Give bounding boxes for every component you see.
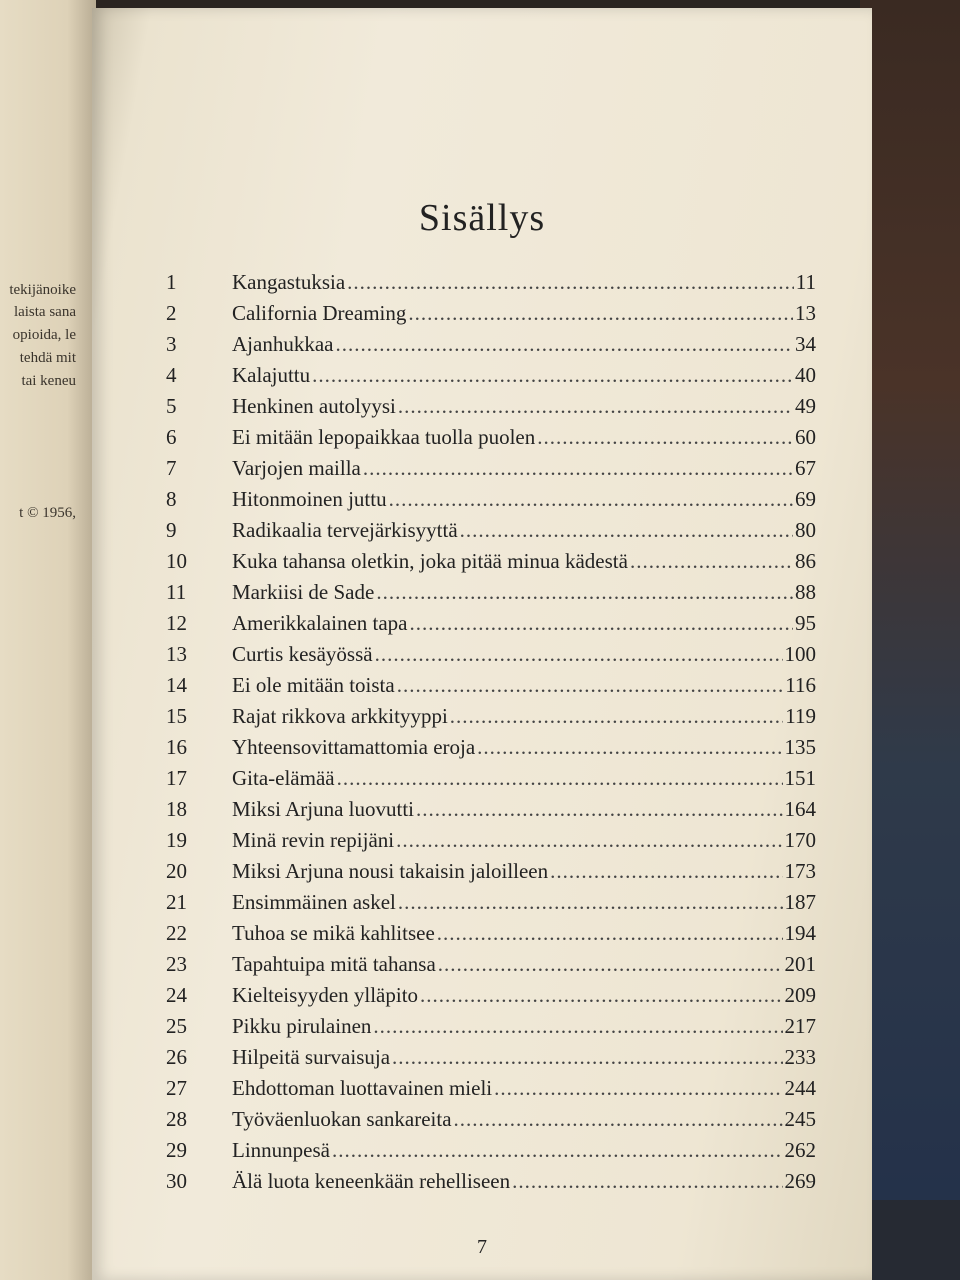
toc-entry-title: Ensimmäinen askel — [232, 890, 396, 914]
toc-entry-page: 116 — [785, 673, 816, 697]
toc-leader-dots — [389, 487, 793, 512]
toc-entry-line — [232, 580, 816, 605]
toc-entry-line — [232, 1138, 816, 1163]
toc-leader-dots — [410, 611, 793, 636]
toc-entry — [166, 1138, 816, 1169]
toc-entry — [166, 766, 816, 797]
toc-entry-line — [232, 1169, 816, 1194]
left-page-line: t © 1956, — [19, 505, 76, 521]
toc-leader-dots — [416, 797, 782, 822]
toc-leader-dots — [396, 828, 782, 853]
toc-entry-title: Minä revin repijäni — [232, 828, 395, 852]
toc-entry-title: Miksi Arjuna luovutti — [232, 797, 415, 821]
toc-entry-title: Rajat rikkova arkkityyppi — [232, 704, 448, 728]
toc-leader-dots — [373, 1014, 782, 1039]
toc-leader-dots — [437, 921, 783, 946]
toc-entry-title: Radikaalia tervejärkisyyttä — [232, 518, 458, 542]
toc-entry-title: Älä luota keneenkään rehelliseen — [232, 1169, 511, 1193]
toc-entry — [166, 1076, 816, 1107]
toc-entry-line — [232, 487, 816, 512]
toc-leader-dots — [335, 332, 793, 357]
toc-entry-number: 21 — [166, 890, 187, 914]
toc-entry-line — [232, 363, 816, 388]
toc-entry-line — [232, 301, 816, 326]
toc-entry-title: Curtis kesäyössä — [232, 642, 373, 666]
toc-entry-line — [232, 1045, 816, 1070]
toc-entry-title: Tapahtuipa mitä tahansa — [232, 952, 436, 976]
toc-entry-title: Ajanhukkaa — [232, 332, 334, 356]
toc-entry-page: 11 — [795, 270, 816, 294]
toc-entry-number: 2 — [166, 301, 177, 325]
toc-entry — [166, 797, 816, 828]
toc-leader-dots — [397, 673, 784, 698]
toc-entry-line — [232, 1076, 816, 1101]
toc-entry — [166, 952, 816, 983]
toc-entry — [166, 518, 816, 549]
toc-entry — [166, 890, 816, 921]
toc-leader-dots — [420, 983, 782, 1008]
toc-entry-page: 40 — [795, 363, 816, 387]
toc-entry-line — [232, 797, 816, 822]
toc-entry-title: Hilpeitä survaisuja — [232, 1045, 391, 1069]
background-jeans — [860, 0, 960, 1280]
toc-entry-page: 262 — [784, 1138, 816, 1162]
toc-entry — [166, 549, 816, 580]
toc-entry-number: 26 — [166, 1045, 187, 1069]
toc-entry-number: 19 — [166, 828, 187, 852]
toc-entry-page: 170 — [784, 828, 816, 852]
toc-leader-dots — [392, 1045, 782, 1070]
toc-entry-line — [232, 921, 816, 946]
toc-entry-number: 22 — [166, 921, 187, 945]
toc-entry-number: 16 — [166, 735, 187, 759]
toc-entry-number: 27 — [166, 1076, 187, 1100]
toc-entry-number: 7 — [166, 456, 177, 480]
toc-entry-page: 151 — [784, 766, 816, 790]
toc-entry-line — [232, 890, 816, 915]
toc-entry-number: 14 — [166, 673, 187, 697]
toc-entry-page: 80 — [795, 518, 816, 542]
toc-entry-page: 245 — [784, 1107, 816, 1131]
toc-entry — [166, 456, 816, 487]
toc-leader-dots — [312, 363, 793, 388]
toc-entry-page: 67 — [795, 456, 816, 480]
toc-entry — [166, 1107, 816, 1138]
toc-entry — [166, 332, 816, 363]
toc-entry — [166, 1014, 816, 1045]
toc-entry-title: Amerikkalainen tapa — [232, 611, 408, 635]
toc-entry-line — [232, 859, 816, 884]
toc-entry-page: 217 — [784, 1014, 816, 1038]
toc-entry-number: 10 — [166, 549, 187, 573]
toc-entry-page: 88 — [795, 580, 816, 604]
toc-leader-dots — [398, 394, 793, 419]
toc-entry-title: Varjojen mailla — [232, 456, 361, 480]
toc-entry-number: 3 — [166, 332, 177, 356]
toc-entry-line — [232, 735, 816, 760]
toc-entry-line — [232, 518, 816, 543]
toc-entry-title: Pikku pirulainen — [232, 1014, 372, 1038]
toc-entry-page: 244 — [784, 1076, 816, 1100]
toc-entry-number: 15 — [166, 704, 187, 728]
page-number: 7 — [477, 1236, 487, 1258]
left-page — [0, 0, 96, 1280]
toc-entry-line — [232, 270, 816, 295]
toc-leader-dots — [337, 766, 783, 791]
toc-entry — [166, 1045, 816, 1076]
toc-entry — [166, 425, 816, 456]
toc-entry — [166, 1169, 816, 1200]
toc-entry-title: Ei mitään lepopaikkaa tuolla puolen — [232, 425, 536, 449]
toc-entry-title: Työväenluokan sankareita — [232, 1107, 452, 1131]
toc-entry-number: 5 — [166, 394, 177, 418]
toc-entry-title: California Dreaming — [232, 301, 407, 325]
toc-leader-dots — [438, 952, 783, 977]
page-title: Sisällys — [418, 197, 546, 239]
toc-entry-line — [232, 642, 816, 667]
toc-entry-line — [232, 673, 816, 698]
toc-entry-number: 12 — [166, 611, 187, 635]
toc-entry — [166, 859, 816, 890]
toc-entry — [166, 270, 816, 301]
toc-leader-dots — [460, 518, 793, 543]
toc-entry-page: 34 — [795, 332, 816, 356]
toc-entry-title: Ehdottoman luottavainen mieli — [232, 1076, 493, 1100]
toc-entry-number: 13 — [166, 642, 187, 666]
toc-entry-page: 119 — [785, 704, 816, 728]
toc-entry — [166, 487, 816, 518]
toc-entry-line — [232, 611, 816, 636]
toc-entry-title: Kielteisyyden ylläpito — [232, 983, 419, 1007]
toc-entry-number: 25 — [166, 1014, 187, 1038]
toc-entry — [166, 363, 816, 394]
toc-entry — [166, 394, 816, 425]
toc-entry-page: 86 — [795, 549, 816, 573]
toc-entry-number: 4 — [166, 363, 177, 387]
toc-entry-number: 1 — [166, 270, 177, 294]
toc-entry — [166, 828, 816, 859]
toc-entry-line — [232, 1014, 816, 1039]
toc-entry-page: 13 — [795, 301, 816, 325]
toc-entry-title: Markiisi de Sade — [232, 580, 375, 604]
toc-leader-dots — [537, 425, 793, 450]
toc-entry-number: 11 — [166, 580, 187, 604]
toc-entry-line — [232, 425, 816, 450]
toc-entry-line — [232, 828, 816, 853]
left-page-line: laista sana — [13, 304, 76, 320]
toc-entry — [166, 983, 816, 1014]
toc-entry-line — [232, 549, 816, 574]
toc-entry-line — [232, 456, 816, 481]
toc-leader-dots — [332, 1138, 783, 1163]
toc-entry-page: 60 — [795, 425, 816, 449]
toc-entry — [166, 301, 816, 332]
toc-entry-line — [232, 704, 816, 729]
toc-leader-dots — [376, 580, 793, 605]
toc-leader-dots — [408, 301, 793, 326]
left-page-line: tehdä mit — [19, 350, 76, 366]
toc-entry-page: 69 — [795, 487, 816, 511]
toc-leader-dots — [550, 859, 782, 884]
left-page-line: tai keneu — [21, 373, 76, 389]
book-page — [92, 8, 872, 1280]
toc-entry-page: 100 — [784, 642, 816, 666]
left-page-line: opioida, le — [12, 327, 76, 343]
toc-entry-number: 28 — [166, 1107, 187, 1131]
toc-entry-page: 187 — [784, 890, 816, 914]
toc-entry-title: Henkinen autolyysi — [232, 394, 396, 418]
toc-entry-number: 20 — [166, 859, 187, 883]
toc-entry — [166, 611, 816, 642]
table-of-contents — [166, 270, 816, 1200]
toc-entry-title: Linnunpesä — [232, 1138, 330, 1162]
toc-leader-dots — [454, 1107, 783, 1132]
toc-leader-dots — [512, 1169, 782, 1194]
toc-entry-number: 24 — [166, 983, 187, 1007]
toc-entry-number: 8 — [166, 487, 177, 511]
toc-leader-dots — [494, 1076, 782, 1101]
toc-entry — [166, 673, 816, 704]
toc-entry-page: 164 — [784, 797, 816, 821]
toc-entry-title: Hitonmoinen juttu — [232, 487, 387, 511]
toc-entry-line — [232, 983, 816, 1008]
toc-leader-dots — [347, 270, 794, 295]
toc-entry — [166, 735, 816, 766]
toc-entry-title: Kalajuttu — [232, 363, 311, 387]
toc-entry-number: 23 — [166, 952, 187, 976]
toc-entry-number: 17 — [166, 766, 187, 790]
toc-entry-page: 95 — [795, 611, 816, 635]
toc-leader-dots — [630, 549, 793, 574]
toc-entry-number: 18 — [166, 797, 187, 821]
toc-entry-line — [232, 394, 816, 419]
toc-entry-line — [232, 766, 816, 791]
toc-leader-dots — [450, 704, 783, 729]
toc-entry-title: Gita-elämää — [232, 766, 335, 790]
toc-leader-dots — [398, 890, 783, 915]
toc-entry-page: 233 — [784, 1045, 816, 1069]
toc-entry-number: 6 — [166, 425, 177, 449]
toc-entry — [166, 580, 816, 611]
toc-entry-number: 29 — [166, 1138, 187, 1162]
toc-entry-title: Kuka tahansa oletkin, joka pitää minua kädestä — [232, 549, 628, 573]
toc-entry-page: 49 — [795, 394, 816, 418]
toc-entry-title: Miksi Arjuna nousi takaisin jaloilleen — [232, 859, 549, 883]
toc-entry-title: Kangastuksia — [232, 270, 346, 294]
toc-entry-page: 201 — [784, 952, 816, 976]
toc-entry-title: Yhteensovittamattomia eroja — [232, 735, 476, 759]
toc-entry-page: 173 — [784, 859, 816, 883]
toc-entry-number: 30 — [166, 1169, 187, 1193]
toc-entry — [166, 642, 816, 673]
toc-entry-number: 9 — [166, 518, 177, 542]
toc-entry — [166, 704, 816, 735]
left-page-line: tekijänoike — [9, 282, 76, 298]
toc-entry-page: 209 — [784, 983, 816, 1007]
toc-entry — [166, 921, 816, 952]
toc-entry-title: Tuhoa se mikä kahlitsee — [232, 921, 435, 945]
toc-entry-line — [232, 1107, 816, 1132]
toc-entry-title: Ei ole mitään toista — [232, 673, 395, 697]
toc-entry-page: 269 — [784, 1169, 816, 1193]
toc-leader-dots — [363, 456, 793, 481]
toc-leader-dots — [375, 642, 783, 667]
toc-entry-page: 135 — [784, 735, 816, 759]
toc-entry-line — [232, 952, 816, 977]
toc-entry-line — [232, 332, 816, 357]
toc-entry-page: 194 — [784, 921, 816, 945]
toc-leader-dots — [477, 735, 782, 760]
